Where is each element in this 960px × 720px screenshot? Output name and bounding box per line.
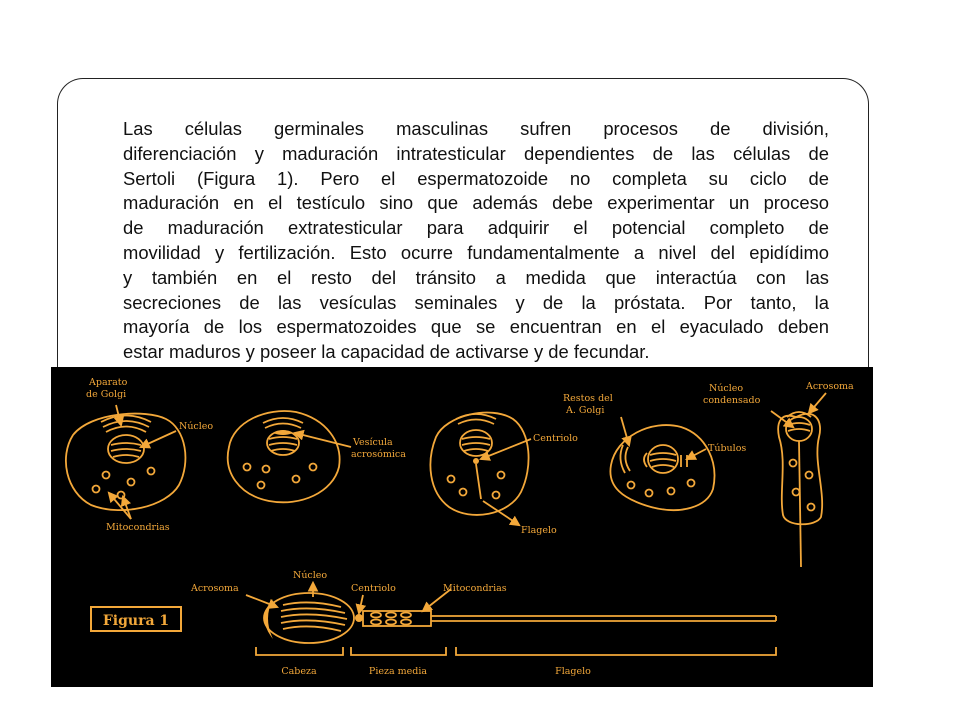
region-brackets [256,647,776,677]
label-aparato-golgi-2: de Golgi [86,389,127,400]
paragraph-line: Las células germinales masculinas sufren procesos de división, [123,118,829,139]
paragraph-line: de maduración extratesticular para adquirir el potencial completo de [123,217,829,239]
label-cabeza: Cabeza [281,666,317,677]
label-restos-2: A. Golgi [566,405,605,416]
paragraph-line: movilidad y fertilización. Esto ocurre fundamentalmente a nivel del epidídimo [123,241,829,263]
paragraph-line: maduración en el testículo sino que además debe experimentar un proceso [123,192,829,214]
paragraph-line: y también en el resto del tránsito a medida que interactúa con las [123,266,829,288]
paragraph-line: Sertoli (Figura 1). Pero el espermatozoide no completa su ciclo de [123,167,829,189]
label-aparato-golgi: Aparato [89,377,128,388]
label-flagelo-2: Flagelo [555,666,591,677]
label-vesicula: Vesícula [353,437,393,448]
spermatogenesis-figure [51,367,873,687]
label-acrosoma-2: Acrosoma [191,583,239,594]
label-mitocondrias-1: Mitocondrias [106,522,170,533]
label-nucleo-condensado: Núcleo [709,383,744,394]
label-restos: Restos del [563,393,613,404]
label-acrosoma-1: Acrosoma [806,381,854,392]
mature-spermatozoon [190,570,776,643]
caption-text: Figura 1 [102,613,170,629]
spermatid-cell-2 [228,411,406,502]
figure-caption [91,607,181,631]
label-centriolo-2: Centriolo [351,583,396,594]
paragraph-line: mayoría de los espermatozoides que se encuentran en el eyaculado deben [123,316,829,338]
label-vesicula-2: acrosómica [351,449,406,460]
label-nucleo-2: Núcleo [293,570,328,581]
paragraph-line: estar maduros y poseer la capacidad de activarse y de fecundar. [123,341,650,363]
spermatid-cell-4 [563,393,746,510]
spermatid-cell-1 [66,377,214,533]
paragraph-line: secreciones de las vesículas seminales y de la próstata. Por tanto, la [123,291,829,313]
label-centriolo-1: Centriolo [533,433,578,444]
body-paragraph [123,117,829,365]
label-pieza-media: Pieza media [368,666,428,677]
label-nucleo-1: Núcleo [179,421,214,432]
spermatid-cell-3 [430,413,578,536]
paragraph-line: diferenciación y maduración intratesticular dependientes de las células de [123,142,829,164]
spermatid-cell-5 [703,381,854,567]
label-tubulos: Túbulos [708,443,747,454]
label-nucleo-condensado-2: condensado [703,395,761,406]
label-flagelo-1: Flagelo [521,525,557,536]
label-mitocondrias-2: Mitocondrias [443,583,507,594]
